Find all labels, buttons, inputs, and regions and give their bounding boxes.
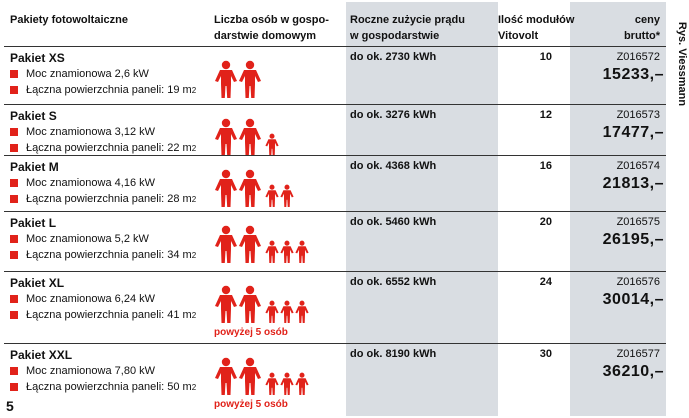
person-figure-4 — [295, 373, 308, 395]
annual-consumption: do ok. 5460 kWh — [350, 216, 437, 228]
page-number: 5 — [6, 398, 14, 414]
product-code: Z016574 — [616, 160, 660, 172]
household-people-icon — [214, 279, 324, 330]
spec-area-unit-sup: 2 — [191, 85, 197, 95]
package-name: Pakiet M — [10, 160, 59, 174]
person-figure-3 — [280, 373, 293, 395]
annual-consumption: do ok. 2730 kWh — [350, 51, 437, 63]
header-consumption-line2: w gospodarstwie — [350, 30, 440, 42]
gross-price: 15233,– — [602, 66, 664, 83]
header-price-line2: brutto* — [623, 30, 660, 42]
household-note: powyżej 5 osób — [214, 399, 288, 410]
person-figure-3 — [280, 301, 293, 323]
side-credit — [676, 8, 688, 128]
annual-consumption: do ok. 6552 kWh — [350, 276, 437, 288]
annual-consumption: do ok. 3276 kWh — [350, 109, 437, 121]
table-row — [4, 211, 666, 271]
product-code: Z016576 — [616, 276, 660, 288]
person-figure-3 — [280, 185, 293, 207]
annual-consumption: do ok. 8190 kWh — [350, 348, 437, 360]
household-note: powyżej 5 osób — [214, 327, 288, 338]
module-count: 12 — [539, 109, 552, 121]
spec-area-text: Łączna powierzchnia paneli: 50 m — [26, 381, 192, 393]
side-credit-label: Rys. Viessmann — [676, 21, 688, 107]
package-table — [4, 2, 666, 416]
bullet-square-icon — [10, 367, 18, 375]
spec-power — [10, 177, 155, 189]
spec-area-text: Łączna powierzchnia paneli: 41 m — [26, 309, 192, 321]
package-name: Pakiet XS — [10, 51, 65, 65]
household-people-icon — [214, 54, 324, 105]
product-code: Z016572 — [616, 51, 660, 63]
bullet-square-icon — [10, 295, 18, 303]
package-name: Pakiet XL — [10, 276, 65, 290]
module-count: 16 — [539, 160, 552, 172]
people-icon-svg — [214, 219, 324, 265]
person-figure-1 — [239, 358, 261, 395]
bullet-square-icon — [10, 144, 18, 152]
gross-price: 21813,– — [602, 175, 664, 192]
product-code: Z016577 — [616, 348, 660, 360]
person-figure-4 — [295, 241, 308, 263]
person-figure-0 — [215, 226, 237, 263]
spec-power-text: Moc znamionowa 6,24 kW — [26, 293, 155, 305]
people-icon-svg — [214, 351, 324, 397]
gross-price: 30014,– — [602, 291, 664, 308]
module-count: 10 — [539, 51, 552, 63]
module-count: 30 — [539, 348, 552, 360]
spec-power — [10, 126, 155, 138]
package-name: Pakiet XXL — [10, 348, 73, 362]
gross-price: 26195,– — [602, 231, 664, 248]
header-modules-line2: Vitovolt — [498, 30, 539, 42]
bullet-square-icon — [10, 311, 18, 319]
person-figure-1 — [239, 61, 261, 98]
bullet-square-icon — [10, 86, 18, 94]
spec-area-unit-sup: 2 — [191, 382, 197, 392]
household-people-icon — [214, 163, 324, 214]
annual-consumption: do ok. 4368 kWh — [350, 160, 437, 172]
product-code: Z016575 — [616, 216, 660, 228]
person-figure-2 — [265, 134, 278, 156]
table-row — [4, 46, 666, 104]
household-people-icon — [214, 219, 324, 270]
package-name: Pakiet L — [10, 216, 57, 230]
spec-area-text: Łączna powierzchnia paneli: 34 m — [26, 249, 192, 261]
household-people-icon — [214, 351, 324, 402]
spec-power-text: Moc znamionowa 4,16 kW — [26, 177, 155, 189]
spec-area — [10, 84, 196, 96]
bullet-square-icon — [10, 251, 18, 259]
bullet-square-icon — [10, 195, 18, 203]
gross-price: 17477,– — [602, 124, 664, 141]
bullet-square-icon — [10, 128, 18, 136]
spec-power-text: Moc znamionowa 2,6 kW — [26, 68, 149, 80]
table-row — [4, 155, 666, 211]
header-price-line1: ceny — [634, 14, 660, 26]
spec-area-unit-sup: 2 — [191, 250, 197, 260]
spec-power — [10, 68, 149, 80]
person-figure-0 — [215, 170, 237, 207]
spec-power — [10, 293, 155, 305]
module-count: 24 — [539, 276, 552, 288]
person-figure-1 — [239, 170, 261, 207]
bullet-square-icon — [10, 70, 18, 78]
person-figure-0 — [215, 119, 237, 156]
bullet-square-icon — [10, 235, 18, 243]
table-row — [4, 271, 666, 343]
person-figure-3 — [280, 241, 293, 263]
person-figure-1 — [239, 226, 261, 263]
module-count: 20 — [539, 216, 552, 228]
spec-power — [10, 233, 149, 245]
person-figure-0 — [215, 61, 237, 98]
people-icon-svg — [214, 279, 324, 325]
spec-area-unit-sup: 2 — [191, 143, 197, 153]
product-code: Z016573 — [616, 109, 660, 121]
person-figure-2 — [265, 301, 278, 323]
spec-area — [10, 381, 196, 393]
table-row — [4, 343, 666, 415]
header-persons-line2: darstwie domowym — [214, 30, 317, 42]
header-persons-line1: Liczba osób w gospo- — [214, 14, 329, 26]
bullet-square-icon — [10, 179, 18, 187]
spec-area — [10, 249, 196, 261]
spec-power-text: Moc znamionowa 5,2 kW — [26, 233, 149, 245]
people-icon-svg — [214, 163, 324, 209]
gross-price: 36210,– — [602, 363, 664, 380]
spec-area-unit-sup: 2 — [191, 310, 197, 320]
header-modules-line1: Ilość modułów — [498, 14, 575, 26]
table-row — [4, 104, 666, 155]
person-figure-4 — [295, 301, 308, 323]
spec-power — [10, 365, 155, 377]
spec-area — [10, 309, 196, 321]
people-icon-svg — [214, 54, 324, 100]
people-icon-svg — [214, 112, 324, 158]
spec-area — [10, 193, 196, 205]
person-figure-2 — [265, 241, 278, 263]
spec-area-text: Łączna powierzchnia paneli: 28 m — [26, 193, 192, 205]
spec-power-text: Moc znamionowa 7,80 kW — [26, 365, 155, 377]
person-figure-2 — [265, 373, 278, 395]
person-figure-0 — [215, 358, 237, 395]
spec-area — [10, 142, 196, 154]
person-figure-2 — [265, 185, 278, 207]
spec-area-unit-sup: 2 — [191, 194, 197, 204]
person-figure-1 — [239, 119, 261, 156]
person-figure-1 — [239, 286, 261, 323]
package-name: Pakiet S — [10, 109, 57, 123]
spec-area-text: Łączna powierzchnia paneli: 19 m — [26, 84, 192, 96]
header-consumption-line1: Roczne zużycie prądu — [350, 14, 465, 26]
person-figure-0 — [215, 286, 237, 323]
spec-area-text: Łączna powierzchnia paneli: 22 m — [26, 142, 192, 154]
header-package: Pakiety fotowoltaiczne — [10, 14, 128, 26]
spec-power-text: Moc znamionowa 3,12 kW — [26, 126, 155, 138]
bullet-square-icon — [10, 383, 18, 391]
